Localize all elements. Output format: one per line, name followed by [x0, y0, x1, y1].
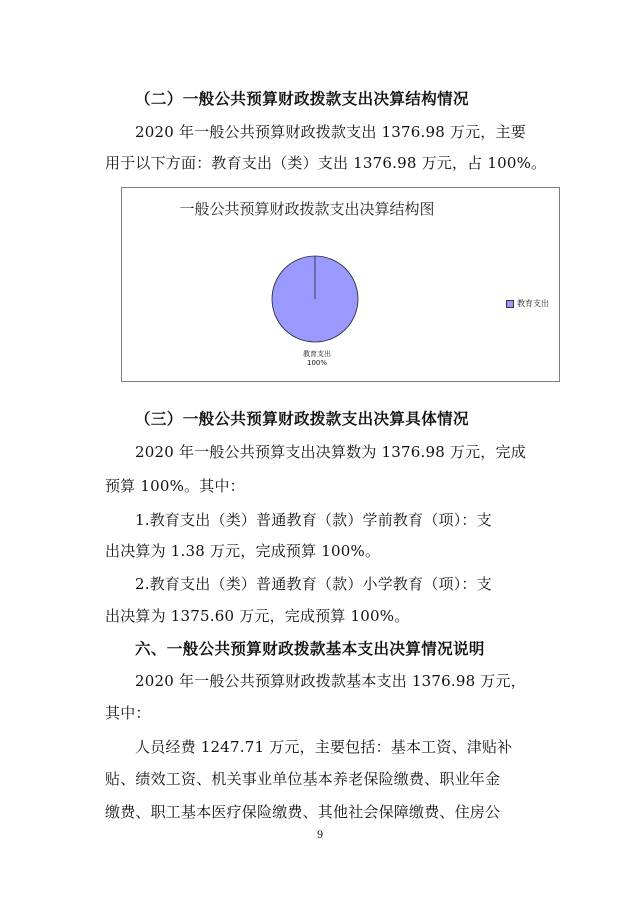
section2-paragraph-line1: 2020 年一般公共预算财政拨款支出 1376.98 万元，主要: [135, 123, 526, 141]
section6-heading: 六、一般公共预算财政拨款基本支出决算情况说明: [135, 640, 485, 658]
section3-item1-line1: 1.教育支出（类）普通教育（款）学前教育（项）：支: [135, 511, 492, 529]
slice-percent-label: 100%: [306, 359, 327, 367]
page-number: 9: [316, 830, 324, 841]
section6-paragraph2-line2: 贴、绩效工资、机关事业单位基本养老保险缴费、职业年金: [105, 770, 501, 788]
chart-title: 一般公共预算财政拨款支出决算结构图: [179, 200, 435, 218]
section3-heading: （三）一般公共预算财政拨款支出决算具体情况: [135, 410, 469, 428]
section3-item1-line2: 出决算为 1.38 万元，完成预算 100%。: [105, 542, 381, 560]
section6-paragraph-line2: 其中：: [105, 704, 151, 722]
legend-label: 教育支出: [517, 299, 549, 308]
section2-paragraph-line2: 用于以下方面：教育支出（类）支出 1376.98 万元，占 100%。: [105, 154, 547, 172]
section6-paragraph-line1: 2020 年一般公共预算财政拨款基本支出 1376.98 万元，: [135, 672, 526, 690]
legend-swatch: [506, 300, 514, 308]
section3-item2-line2: 出决算为 1375.60 万元，完成预算 100%。: [105, 607, 410, 625]
slice-label: [272, 350, 362, 368]
section2-heading: （二）一般公共预算财政拨款支出决算结构情况: [135, 90, 469, 108]
section6-paragraph2-line1: 人员经费 1247.71 万元，主要包括：基本工资、津贴补: [135, 738, 513, 756]
slice-category-label: 教育支出: [303, 350, 331, 358]
chart-legend: [506, 298, 549, 309]
section6-paragraph2-line3: 缴费、职工基本医疗保险缴费、其他社会保障缴费、住房公: [105, 803, 501, 821]
pie-chart: [121, 187, 560, 382]
section3-paragraph-line2: 预算 100%。其中：: [105, 477, 245, 495]
section3-paragraph-line1: 2020 年一般公共预算支出决算数为 1376.98 万元，完成: [135, 443, 526, 461]
section3-item2-line1: 2.教育支出（类）普通教育（款）小学教育（项）：支: [135, 575, 492, 593]
pie-group: [272, 256, 358, 342]
